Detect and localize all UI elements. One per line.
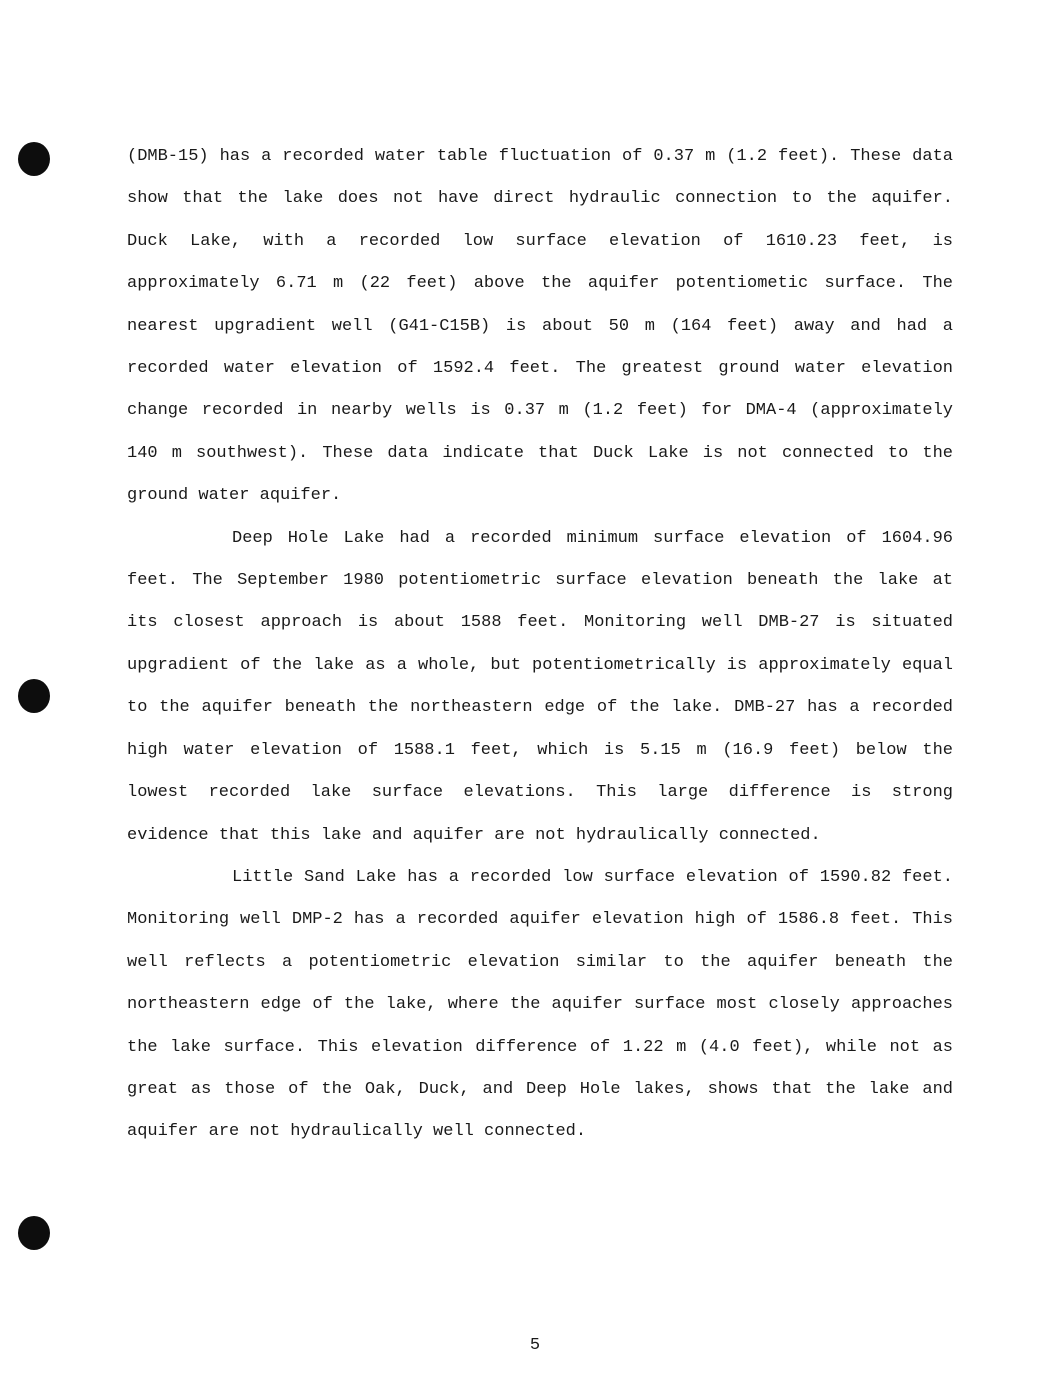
punch-hole-bottom <box>18 1216 50 1250</box>
body-text <box>127 136 953 1154</box>
paragraph-continued: (DMB-15) has a recorded water table fluctuation of 0.37 m (1.2 feet). These data show that the lake does not have direct hydraulic connection to the aquifer. Duck Lake, with a recorded low surface elevation of 1610.23 feet, is approximately 6.71 m (22 feet) above the aquifer potentiometic surface. The nearest upgradient well (G41-C15B) is about 50 m (164 feet) away and had a recorded water elevation of 1592.4 feet. The greatest ground water elevation change recorded in nearby wells is 0.37 m (1.2 feet) for DMA-4 (approximately 140 m southwest). These data indicate that Duck Lake is not connected to the ground water aquifer. <box>127 147 953 506</box>
paragraph-deep-hole-lake: Deep Hole Lake had a recorded minimum surface elevation of 1604.96 feet. The September 1980 potentiometric surface elevation beneath the lake at its closest approach is about 1588 feet. Monitoring well DMB-27 is situated upgradient of the lake as a whole, but potentiometrically is approximately equal to the aquifer beneath the northeastern edge of the lake. DMB-27 has a recorded high water elevation of 1588.1 feet, which is 5.15 m (16.9 feet) below the lowest recorded lake surface elevations. This large difference is strong evidence that this lake and aquifer are not hydraulically connected. <box>127 528 953 845</box>
punch-hole-middle <box>18 679 50 713</box>
paragraph-little-sand-lake: Little Sand Lake has a recorded low surface elevation of 1590.82 feet. Monitoring well DMP-2 has a recorded aquifer elevation high of 1586.8 feet. This well reflects a potentiometric elevation similar to the aquifer beneath the northeastern edge of the lake, where the aquifer surface most closely approaches the lake surface. This elevation difference of 1.22 m (4.0 feet), while not as great as those of the Oak, Duck, and Deep Hole lakes, shows that the lake and aquifer are not hydraulically well connected. <box>127 867 953 1142</box>
page-number: 5 <box>529 1336 541 1355</box>
punch-hole-top <box>18 142 50 176</box>
